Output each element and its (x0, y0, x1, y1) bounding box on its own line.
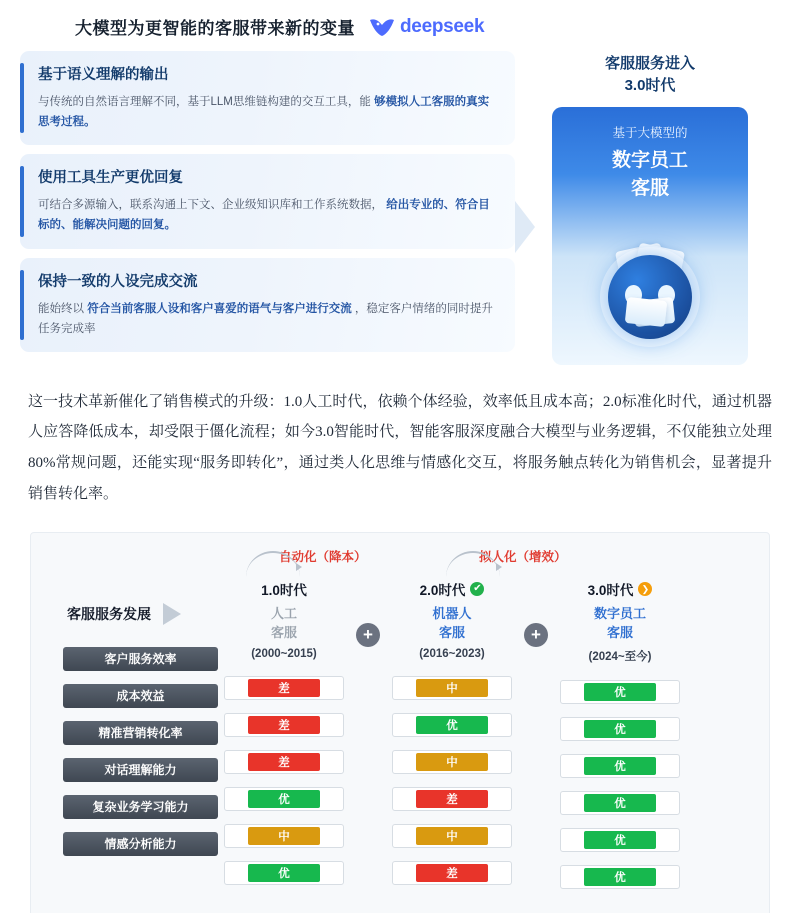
rating-cell (224, 750, 344, 774)
top-body (20, 51, 780, 365)
era-header (560, 575, 680, 664)
era-subtitle-1: 机器人 (432, 605, 472, 621)
rating-cell (560, 828, 680, 852)
rating-pill: 优 (584, 720, 656, 738)
feature-card-text-tail: ，稳定客户情绪的同时提升任务完成率 (38, 302, 493, 335)
digital-employee-card (552, 107, 748, 365)
rating-cell (392, 824, 512, 848)
era-subtitle-2: 客服 (438, 624, 465, 640)
rating-pill: 优 (248, 864, 320, 882)
feature-card-text (38, 299, 499, 339)
era-years: (2024~至今) (588, 650, 652, 663)
connector-arrow-icon (515, 201, 535, 253)
comparison-table (30, 532, 770, 913)
rating-pill: 优 (416, 716, 488, 734)
rating-pill: 优 (584, 683, 656, 701)
feature-card (20, 51, 515, 145)
metric-label: 客户服务效率 (63, 647, 218, 671)
era-years: (2000~2015) (251, 647, 317, 660)
feature-card-text (38, 195, 499, 235)
visual-headline-line1: 客服服务进入 (604, 55, 695, 72)
feature-card-text-plain: 与传统的自然语言理解不同，基于LLM思维链构建的交互工具，能 (38, 96, 371, 108)
development-header (49, 575, 224, 625)
era-subtitle-2: 客服 (270, 624, 297, 640)
rating-pill: 优 (584, 831, 656, 849)
era-name: 1.0时代 (261, 582, 307, 598)
rating-pill: 优 (584, 794, 656, 812)
metric-label: 成本效益 (63, 684, 218, 708)
era-column-3 (560, 575, 680, 902)
rating-cell (560, 680, 680, 704)
feature-card-title: 使用工具生产更优回复 (38, 170, 183, 187)
plus-icon: + (356, 623, 380, 647)
robot-illustration (608, 255, 692, 339)
era-subtitle-1: 数字员工 (593, 605, 646, 621)
floating-panel-icon (625, 296, 667, 326)
top-section (0, 0, 800, 365)
rating-cell (224, 861, 344, 885)
top-header (75, 14, 780, 39)
rating-cell (224, 676, 344, 700)
metric-label: 对话理解能力 (63, 758, 218, 782)
feature-card-text-bold: 符合当前客服人设和客户喜爱的语气与客户进行交流 (87, 302, 352, 315)
rating-cell (392, 861, 512, 885)
rating-cell (224, 713, 344, 737)
rating-pill: 中 (248, 827, 320, 845)
rating-pill: 优 (584, 868, 656, 886)
feature-card (20, 154, 515, 248)
rating-pill: 中 (416, 827, 488, 845)
metric-label: 复杂业务学习能力 (63, 795, 218, 819)
rating-pill: 优 (584, 757, 656, 775)
rating-cell (560, 865, 680, 889)
rating-pill: 差 (248, 679, 320, 697)
digital-employee-title (552, 147, 748, 204)
right-visual (525, 51, 775, 365)
era-column-1 (224, 575, 344, 902)
deepseek-wordmark: deepseek (400, 15, 485, 37)
rating-cell (392, 713, 512, 737)
era-column-2 (392, 575, 512, 902)
phase-label-automation: 自动化（降本） (279, 549, 367, 564)
rating-cell (392, 750, 512, 774)
body-paragraph: 这一技术革新催化了销售模式的升级：1.0人工时代，依赖个体经验，效率低且成本高；2.0标准化时代，通过机器人应答降低成本，却受限于僵化流程；如今3.0智能时代，智能客服深度融合大模型与业务逻辑，不仅能独立处理80%常规问题，还能实现“服务即转化”，通过类人化思维与情感化交互，将服务触点转化为销售机会，显著提升销售转化率。 (28, 393, 772, 502)
rating-cell (392, 787, 512, 811)
digital-employee-subtitle: 基于大模型的 (612, 125, 688, 140)
phase-label-humanization: 拟人化（增效） (479, 549, 567, 564)
era-header (224, 575, 344, 660)
plus-icon: + (524, 623, 548, 647)
feature-card-list (20, 51, 515, 365)
digital-employee-title-line2: 客服 (630, 178, 669, 199)
robot-face-icon (608, 255, 692, 339)
digital-employee-title-line1: 数字员工 (611, 149, 688, 171)
plus-separator-2 (512, 575, 560, 902)
feature-card-text-plain: 可结合多源输入，联系沟通上下文、企业级知识库和工作系统数据， (38, 199, 383, 212)
rating-pill: 差 (248, 716, 320, 734)
rating-pill: 中 (416, 679, 488, 697)
era-name-wrap (392, 579, 512, 599)
era-name: 2.0时代 (419, 582, 466, 598)
feature-card (20, 258, 515, 352)
rating-cell (224, 824, 344, 848)
visual-headline (525, 53, 775, 97)
feature-card-text-bold: 给出专业的、符合目标的、能解决问题的回复。 (38, 199, 490, 232)
metric-label-column (49, 575, 224, 902)
rating-pill: 优 (248, 790, 320, 808)
era-years: (2016~2023) (419, 647, 485, 660)
era-subtitle-1: 人工 (270, 605, 297, 621)
page-title: 大模型为更智能的客服带来新的变量 (75, 19, 355, 38)
era-header (392, 575, 512, 660)
era-name: 3.0时代 (587, 582, 634, 598)
feature-card-text-plain: 能始终以 (38, 302, 84, 315)
feature-card-text-bold: 够模拟人工客服的真实思考过程。 (38, 96, 490, 129)
development-label: 客服服务发展 (67, 605, 151, 622)
rating-cell (392, 676, 512, 700)
era-name-wrap (224, 579, 344, 599)
rating-cell (224, 787, 344, 811)
visual-headline-line2: 3.0时代 (624, 76, 676, 94)
rating-pill: 差 (416, 864, 488, 882)
rating-cell (560, 717, 680, 741)
feature-card-text (38, 92, 499, 132)
rating-cell (560, 791, 680, 815)
plus-separator-1 (344, 575, 392, 902)
rating-pill: 差 (416, 790, 488, 808)
feature-card-title: 保持一致的人设完成交流 (38, 273, 198, 290)
feature-card-title: 基于语义理解的输出 (38, 67, 169, 83)
table-grid (49, 575, 751, 902)
metric-label: 精准营销转化率 (63, 721, 218, 745)
deepseek-logo (369, 16, 484, 38)
chevron-right-badge-icon: ❯ (638, 582, 652, 596)
check-badge-icon: ✔ (470, 582, 484, 596)
rating-cell (560, 754, 680, 778)
rating-pill: 差 (248, 753, 320, 771)
era-subtitle-2: 客服 (606, 624, 633, 640)
whale-icon (369, 16, 395, 38)
right-arrow-icon (163, 603, 181, 625)
era-name-wrap (560, 579, 680, 599)
metric-label: 情感分析能力 (63, 832, 218, 856)
rating-pill: 中 (416, 753, 488, 771)
